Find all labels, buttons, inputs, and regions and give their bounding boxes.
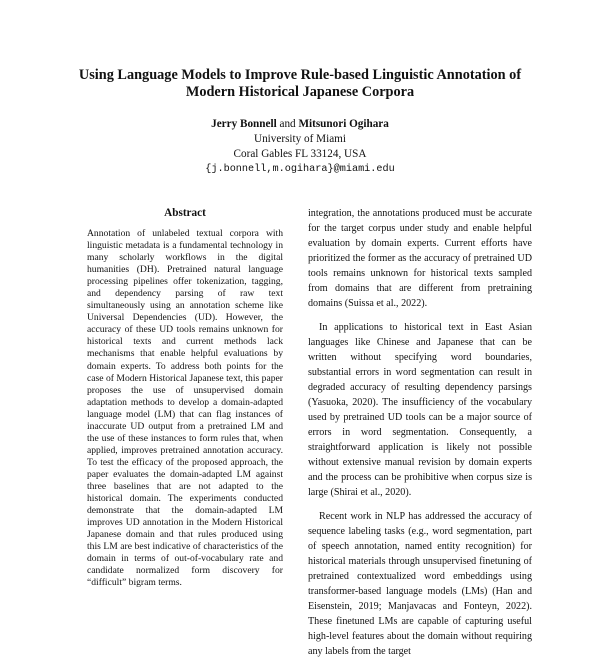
body-paragraph-1: integration, the annotations produced must be accurate for the target corpus under study and enable helpful evaluation by domain experts. Current efforts have prioritized the former as the accuracy of pretrained UD tools remains unknown for historical texts sampled from domains that are different from pretraining domains (Suissa et al., 2022). [308, 208, 532, 309]
author-1: Jerry Bonnell [211, 118, 277, 130]
affiliation: University of Miami [254, 133, 346, 145]
author-block [100, 117, 500, 177]
paper-title-line-2: Modern Historical Japanese Corpora [185, 84, 415, 100]
body-paragraph-3: Recent work in NLP has addressed the accuracy of sequence labeling tasks (e.g., word segmentation, part of speech annotation, named entity recognition) for historical materials through unsupervised finetuning of pretrained contextualized word embeddings using transformer-based language models (LMs) (Han and Eisenstein, 2019; Manjavacas and Fonteyn, 2022). These finetuned LMs are capable of capturing useful high-level features about the domain without requiring any labels from the target [308, 511, 532, 657]
abstract-heading: Abstract [164, 207, 206, 219]
author-emails: {j.bonnell,m.ogihara}@miami.edu [205, 164, 395, 175]
author-conjunction: and [279, 118, 296, 130]
abstract-text: Annotation of unlabeled textual corpora with linguistic metadata is a fundamental technology in many scholarly workflows in the digital humanities (DH). Pretrained natural language processing pipelines offer tokenization, tagging, and dependency parsing of raw text simultaneously using an annotation scheme like Universal Dependencies (UD). However, the accuracy of these UD tools remains unknown for historical texts and current methods lack mechanisms that enable helpful evaluations by domain experts. To address both points for the case of Modern Historical Japanese text, this paper proposes the use of unsupervised domain adaptation methods to develop a domain-adapted language model (LM) that can flag instances of inaccurate UD output from a pretrained LM and the use of these instances to form rules that, when applied, improves pretrained annotation accuracy. To test the efficacy of the proposed approach, the paper evaluates the domain-adapted LM against three baselines that are not adapted to the historical domain. The experiments conducted demonstrate that the domain-adapted LM improves UD annotation in the Modern Historical Japanese domain and that rules produced using this LM are best indicative of characteristics of the domain in terms of out-of-vocabulary rate and candidate normalized form discovery for “difficult” bigram terms. [87, 228, 283, 589]
paper-title-line-1: Using Language Models to Improve Rule-based Linguistic Annotation of [78, 67, 522, 83]
address: Coral Gables FL 33124, USA [233, 148, 367, 160]
body-paragraph-2: In applications to historical text in East Asian languages like Chinese and Japanese that can be written without specifying word boundaries, substantial errors in word segmentation can result in degraded accuracy of resulting dependency parsings (Yasuoka, 2020). The insufficiency of the vocabulary used by pretrained UD tools can be a major source of errors in word segmentation. Consequently, a straightforward application is likely not possible without extensive manual revision by domain experts and the process can be prohibitive when corpus size is large (Shirai et al., 2020). [308, 322, 532, 498]
right-column [308, 206, 532, 659]
author-names [100, 117, 500, 132]
paper-title [40, 67, 560, 101]
author-2: Mitsunori Ogihara [298, 118, 389, 130]
